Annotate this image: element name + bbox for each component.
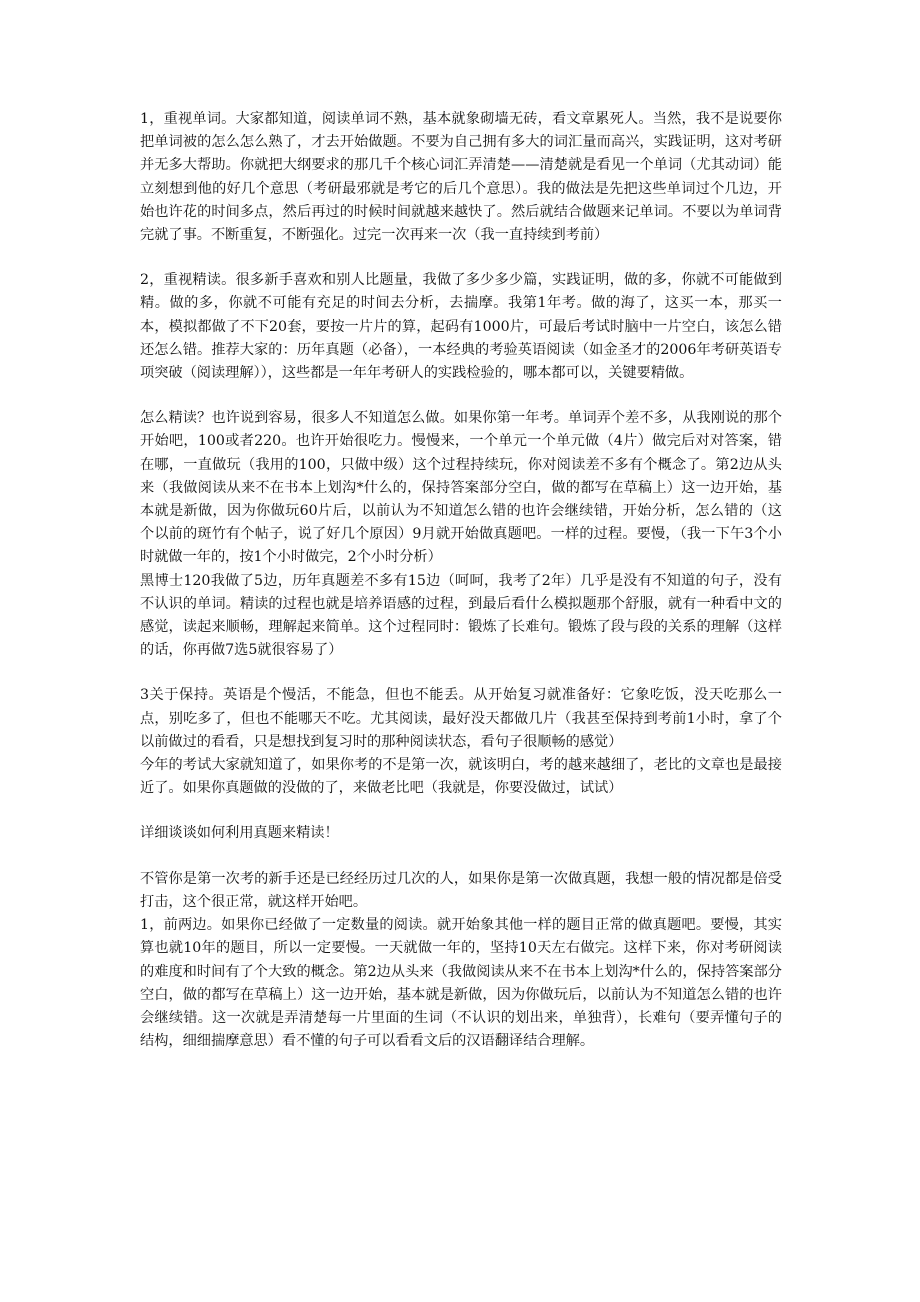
section-heading: 详细谈谈如何利用真题来精读！ <box>140 825 339 842</box>
document-page <box>140 108 782 1075</box>
paragraph-first-two-passes: 1，前两边。如果你已经做了一定数量的阅读。就开始象其他一样的题目正常的做真题吧。要慢，其实算也就10年的题目，所以一定要慢。一天就做一年的，坚持10天左右做完。这样下来，你对考研阅读的难度和时间有了个大致的概念。第2边从头来（我做阅读从来不在书本上划沟*什么的，保持答案部分空白，做的都写在草稿上）这一边开始，基本就是新做，因为你做玩后，以前认为不知道怎么错的也许会继续错。这一次就是弄清楚每一片里面的生词（不认识的划出来，单独背），长难句（要弄懂句子的结构，细细揣摩意思）看不懂的句子可以看看文后的汉语翻译结合理解。 <box>140 917 782 1050</box>
paragraph-exam-trend: 今年的考试大家就知道了，如果你考的不是第一次，就该明白，考的越来越细了，老比的文章也是最接近了。如果你真题做的没做的了，来做老比吧（我就是，你要没做过，试试） <box>140 757 782 797</box>
paragraph-practice-results: 黑博士120我做了5边，历年真题差不多有15边（呵呵，我考了2年）几乎是没有不知道的句子，没有不认识的单词。精读的过程也就是培养语感的过程，到最后看什么模拟题那个舒服，就有一种看中文的感觉，读起来顺畅，理解起来简单。这个过程同时：锻炼了长难句。锻炼了段与段的关系的理解（这样的话，你再做7选5就很容易了） <box>140 572 782 659</box>
paragraph-how-to-read: 怎么精读？也许说到容易，很多人不知道怎么做。如果你第一年考。单词弄个差不多，从我刚说的那个开始吧，100或者220。也许开始很吃力。慢慢来，一个单元一个单元做（4片）做完后对对答案，错在哪，一直做玩（我用的100，只做中级）这个过程持续玩，你对阅读差不多有个概念了。第2边从头来（我做阅读从来不在书本上划沟*什么的，保持答案部分空白，做的都写在草稿上）这一边开始，基本就是新做，因为你做玩60片后，以前认为不知道怎么错的也许会继续错，开始分析，怎么错的（这个以前的斑竹有个帖子，说了好几个原因）9月就开始做真题吧。一样的过程。要慢，（我一下午3个小时就做一年的，按1个小时做完，2个小时分析） <box>140 410 782 566</box>
paragraph-intro: 不管你是第一次考的新手还是已经经历过几次的人，如果你是第一次做真题，我想一般的情况都是倍受打击，这个很正常，就这样开始吧。 <box>140 870 782 910</box>
paragraph-intensive-reading: 2，重视精读。很多新手喜欢和别人比题量，我做了多少多少篇，实践证明，做的多，你就不可能做到精。做的多，你就不可能有充足的时间去分析，去揣摩。我第1年考。做的海了，这买一本，那买一本，模拟都做了不下20套，要按一片片的算，起码有1000片，可最后考试时脑中一片空白，该怎么错还怎么错。推荐大家的：历年真题（必备），一本经典的考验英语阅读（如金圣才的2006年考研英语专项突破（阅读理解）），这些都是一年年考研人的实践检验的，哪本都可以，关键要精做。 <box>140 272 782 382</box>
paragraph-word-study: 1，重视单词。大家都知道，阅读单词不熟，基本就象砌墙无砖，看文章累死人。当然，我不是说要你把单词被的怎么怎么熟了，才去开始做题。不要为自己拥有多大的词汇量而高兴，实践证明，这对考研并无多大帮助。你就把大纲要求的那几千个核心词汇弄清楚——清楚就是看见一个单词（尤其动词）能立刻想到他的好几个意思（考研最邪就是考它的后几个意思）。我的做法是先把这些单词过个几边，开始也许花的时间多点，然后再过的时候时间就越来越快了。然后就结合做题来记单词。不要以为单词背完就了事。不断重复，不断强化。过完一次再来一次（我一直持续到考前） <box>140 111 782 244</box>
paragraph-keep-practicing: 3关于保持。英语是个慢活，不能急，但也不能丢。从开始复习就准备好：它象吃饭，没天吃那么一点，别吃多了，但也不能哪天不吃。尤其阅读，最好没天都做几片（我甚至保持到考前1小时，拿了个以前做过的看看，只是想找到复习时的那种阅读状态，看句子很顺畅的感觉） <box>140 687 782 750</box>
